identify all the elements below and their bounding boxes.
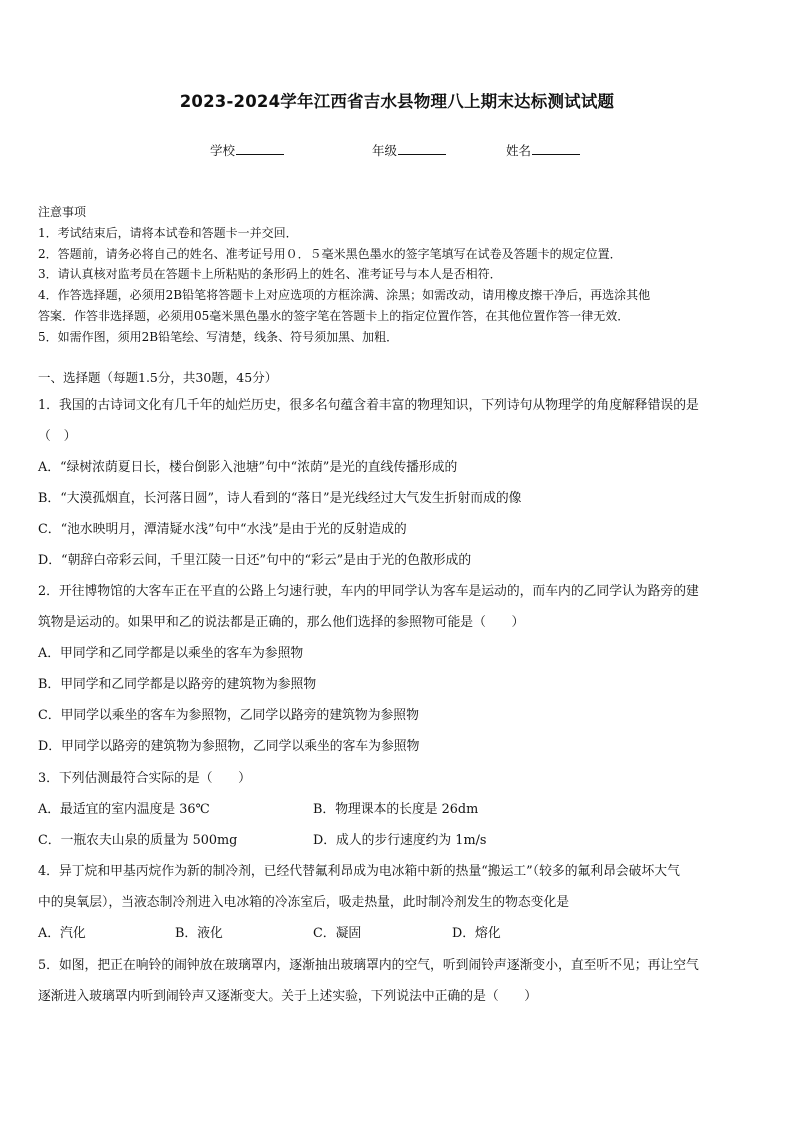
q1-option-a: A．“绿树浓荫夏日长，楼台倒影入池塘”句中“浓荫”是光的直线传播形成的: [38, 460, 458, 475]
q2-option-d: D．甲同学以路旁的建筑物为参照物，乙同学以乘坐的客车为参照物: [38, 739, 420, 754]
q4-option-a: A．汽化: [38, 926, 86, 941]
q1-option-d: D．“朝辞白帝彩云间，千里江陵一日还”句中的“彩云”是由于光的色散形成的: [38, 553, 472, 568]
school-field: [210, 141, 284, 159]
q1-stem-line1: 1．我国的古诗词文化有几千年的灿烂历史，很多名句蕴含着丰富的物理知识，下列诗句从物理学的角度解释错误的是: [38, 398, 699, 413]
notes-block: [38, 202, 760, 348]
grade-blank: [398, 143, 446, 155]
q1-option-c: C．“池水映明月，潭清疑水浅”句中“水浅”是由于光的反射造成的: [38, 522, 407, 537]
q3-option-a: A．最适宜的室内温度是 36℃: [38, 802, 210, 817]
q1-stem-line2: （ ）: [38, 429, 77, 444]
notes-item: 4．作答选择题，必须用2B铅笔将答题卡上对应选项的方框涂满、涂黑；如需改动，请用橡皮擦干净后，再选涂其他: [38, 288, 651, 303]
notes-item: 2．答题前，请务必将自己的姓名、准考证号用０．５毫米黑色墨水的签字笔填写在试卷及答题卡的规定位置．: [38, 246, 622, 261]
q1-option-b: B．“大漠孤烟直，长河落日圆”，诗人看到的“落日”是光线经过大气发生折射而成的像: [38, 491, 522, 506]
q3-option-c: C．一瓶农夫山泉的质量为 500mg: [38, 833, 238, 848]
q4-stem-line2: 中的臭氧层），当液态制冷剂进入电冰箱的冷冻室后，吸走热量，此时制冷剂发生的物态变化是: [38, 895, 570, 910]
q2-option-a: A．甲同学和乙同学都是以乘坐的客车为参照物: [38, 646, 304, 661]
section-heading: 一、选择题（每题1.5分，共30题，45分）: [38, 370, 278, 385]
notes-item: 答案．作答非选择题，必须用05毫米黑色墨水的签字笔在答题卡上的指定位置作答，在其他位置作答一律无效．: [38, 308, 630, 323]
school-blank: [236, 143, 284, 155]
q4-option-b: B．液化: [175, 926, 223, 941]
name-blank: [532, 143, 580, 155]
notes-item: 1．考试结束后，请将本试卷和答题卡一并交回．: [38, 225, 298, 240]
q2-option-c: C．甲同学以乘坐的客车为参照物，乙同学以路旁的建筑物为参照物: [38, 708, 419, 723]
notes-item: 5．如需作图，须用2B铅笔绘、写清楚，线条、符号须加黑、加粗．: [38, 329, 399, 344]
name-label: 姓名: [506, 143, 532, 158]
notes-heading: 注意事项: [38, 205, 87, 219]
q4-option-d: D．熔化: [452, 926, 501, 941]
q4-option-c: C．凝固: [313, 926, 362, 941]
q3-stem: 3．下列估测最符合实际的是（ ）: [38, 771, 251, 786]
q5-stem-line1: 5．如图，把正在响铃的闹钟放在玻璃罩内，逐渐抽出玻璃罩内的空气，听到闹铃声逐渐变小，直至听不见；再让空气: [38, 958, 699, 973]
q4-stem-line1: 4．异丁烷和甲基丙烷作为新的制冷剂，已经代替氟利昂成为电冰箱中新的热量“搬运工”（较多的氟利昂会破坏大气: [38, 864, 680, 879]
grade-label: 年级: [372, 143, 398, 158]
exam-title: 2023-2024学年江西省吉水县物理八上期末达标测试试题: [179, 92, 615, 111]
name-field: [506, 141, 580, 159]
q2-stem-line1: 2．开往博物馆的大客车正在平直的公路上匀速行驶，车内的甲同学认为客车是运动的，而车内的乙同学认为路旁的建: [38, 584, 699, 599]
notes-item: 3．请认真核对监考员在答题卡上所粘贴的条形码上的姓名、准考证号与本人是否相符．: [38, 267, 502, 282]
school-label: 学校: [210, 143, 236, 158]
q2-option-b: B．甲同学和乙同学都是以路旁的建筑物为参照物: [38, 677, 317, 692]
q3-option-b: B．物理课本的长度是 26dm: [313, 802, 479, 817]
q2-stem-line2: 筑物是运动的。如果甲和乙的说法都是正确的，那么他们选择的参照物可能是（ ）: [38, 615, 525, 630]
grade-field: [372, 141, 446, 159]
q5-stem-line2: 逐渐进入玻璃罩内听到闹铃声又逐渐变大。关于上述实验，下列说法中正确的是（ ）: [38, 989, 538, 1004]
q3-option-d: D．成人的步行速度约为 1m/s: [313, 833, 487, 848]
